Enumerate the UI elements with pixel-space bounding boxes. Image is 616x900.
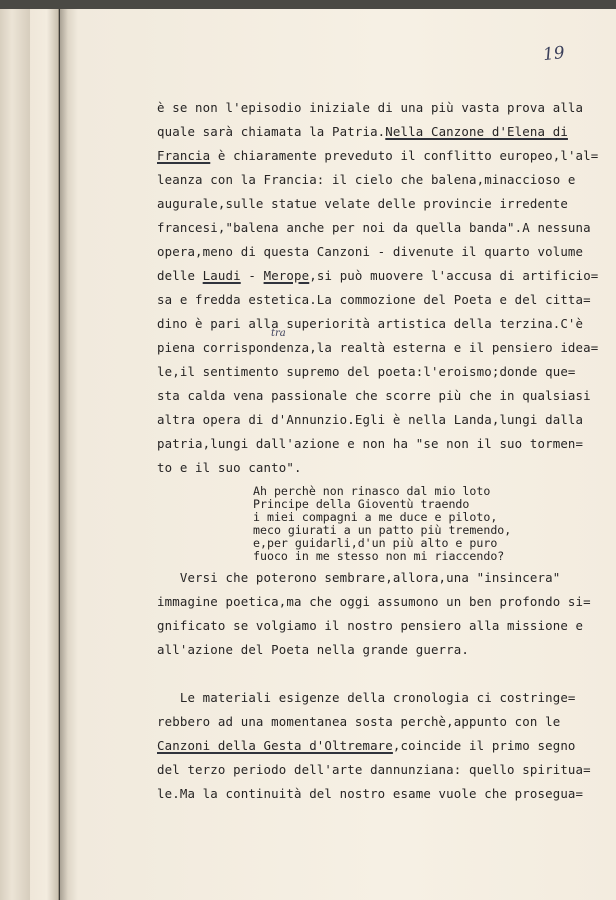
binding-edge: [0, 9, 30, 900]
handwritten-insertion: tra: [271, 328, 286, 339]
text-line: delle Laudi - Merope,si può muovere l'accusa di artificio=: [157, 268, 599, 283]
text-line: Francia è chiaramente preveduto il conflitto europeo,l'al=: [157, 148, 599, 163]
text-line: patria,lungi dall'azione e non ha "se non il suo tormen=: [157, 436, 584, 451]
gutter-shadow: [60, 9, 68, 900]
underlined-title: Merope: [263, 268, 310, 283]
text-line: Canzoni della Gesta d'Oltremare,coincide il primo segno: [157, 738, 576, 753]
underlined-title: Nella Canzone d'Elena di: [385, 124, 568, 139]
verse-line: Ah perchè non rinasco dal mio loto: [253, 484, 491, 498]
text-line: to e il suo canto".: [157, 460, 302, 475]
text-line: sa e fredda estetica.La commozione del Poeta e del citta=: [157, 292, 591, 307]
text-line: le,il sentimento supremo del poeta:l'eroismo;donde que=: [157, 364, 576, 379]
text-line: piena corrispondenza,la realtà esterna e il pensiero idea=: [157, 340, 599, 355]
verse-line: fuoco in me stesso non mi riaccendo?: [253, 549, 505, 563]
verse-line: e,per guidarli,d'un più alto e puro: [253, 536, 498, 550]
text-line: opera,meno di questa Canzoni - divenute il quarto volume: [157, 244, 584, 259]
text-line: dino è pari alla superiorità artistica della terzina.C'è: [157, 316, 584, 331]
scanner-top-edge: [0, 0, 616, 9]
underlined-title: Francia: [157, 148, 211, 163]
underlined-title: Canzoni della Gesta d'Oltremare: [157, 738, 393, 753]
text-line: sta calda vena passionale che scorre più che in qualsiasi: [157, 388, 591, 403]
text-line: augurale,sulle statue velate delle provincie irredente: [157, 196, 568, 211]
text-line: è se non l'episodio iniziale di una più vasta prova alla: [157, 100, 584, 115]
text-line: altra opera di d'Annunzio.Egli è nella Landa,lungi dalla: [157, 412, 584, 427]
text-line: quale sarà chiamata la Patria.Nella Canzone d'Elena di: [157, 124, 568, 139]
verse-line: i miei compagni a me duce e piloto,: [253, 510, 498, 524]
text-line: le.Ma la continuità del nostro esame vuole che prosegua=: [157, 786, 584, 801]
text-line: leanza con la Francia: il cielo che balena,minaccioso e: [157, 172, 576, 187]
previous-page-edge: [30, 9, 59, 900]
text-line: del terzo periodo dell'arte dannunziana: quello spiritua=: [157, 762, 591, 777]
text-line: gnificato se volgiamo il nostro pensiero alla missione e: [157, 618, 584, 633]
text-line: francesi,"balena anche per noi da quella banda".A nessuna: [157, 220, 591, 235]
text-line: Le materiali esigenze della cronologia ci costringe=: [157, 690, 576, 705]
verse-line: meco giurati a un patto più tremendo,: [253, 523, 512, 537]
verse-line: Principe della Gioventù traendo: [253, 497, 470, 511]
text-line: all'azione del Poeta nella grande guerra.: [157, 642, 470, 657]
text-line: immagine poetica,ma che oggi assumono un ben profondo si=: [157, 594, 591, 609]
text-line: rebbero ad una momentanea sosta perchè,appunto con le: [157, 714, 561, 729]
page-number: 19: [542, 42, 566, 66]
text-line: Versi che poterono sembrare,allora,una "insincera": [157, 570, 561, 585]
underlined-title: Laudi: [202, 268, 241, 283]
